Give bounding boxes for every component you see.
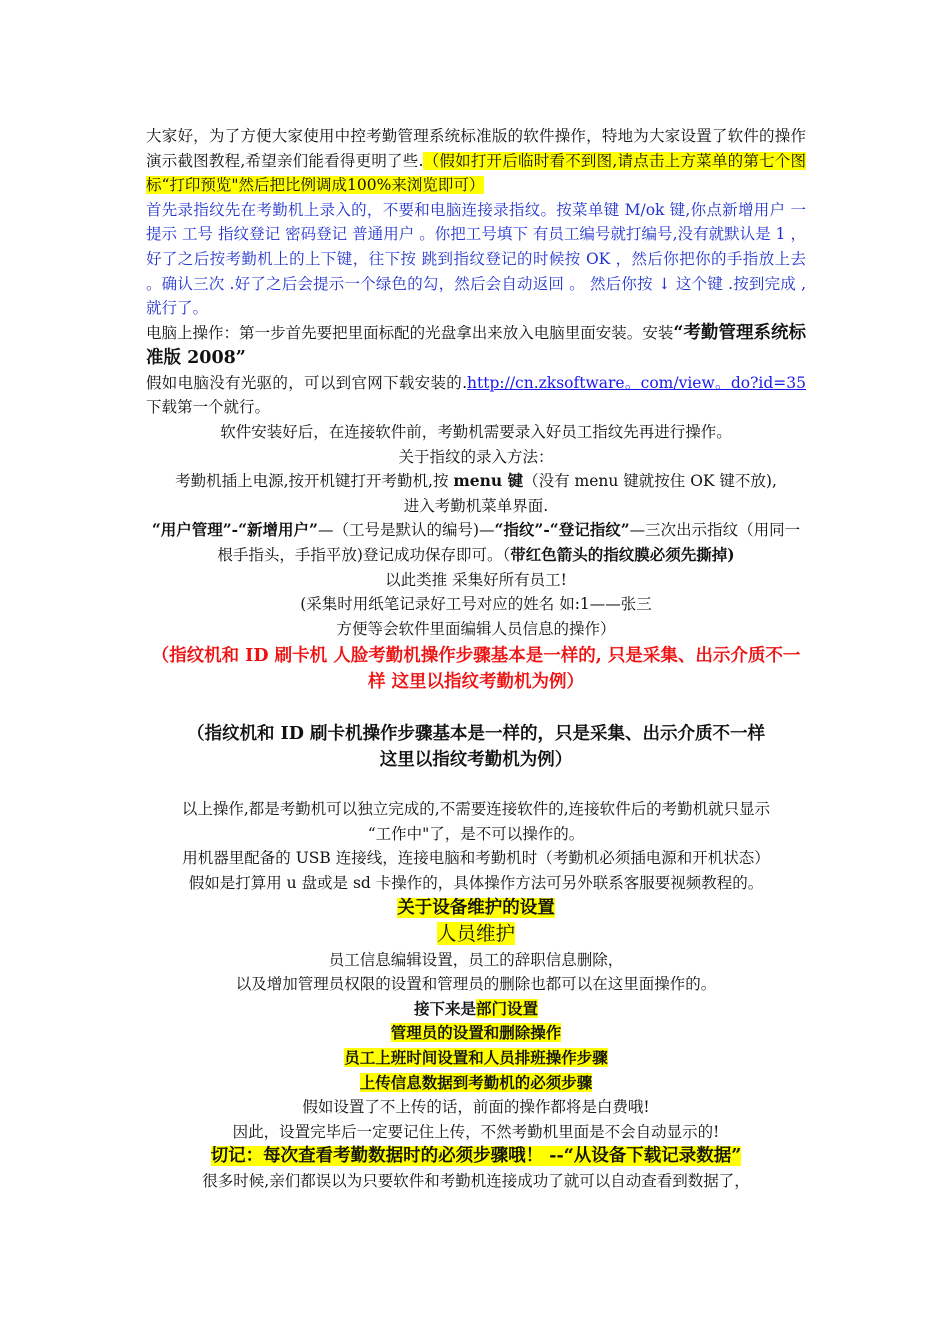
film-warning: 带红色箭头的指纹膜必须先撕掉) xyxy=(510,544,735,564)
schedule-label: 员工上班时间设置和人员排班操作步骤 xyxy=(344,1048,608,1068)
personnel-desc-1: 员工信息编辑设置，员工的辞职信息删除， xyxy=(328,950,624,969)
fingerprint-steps-paragraph: 首先录指纹先在考勤机上录入的，不要和电脑连接录指纹。按菜单键 M/ok 键,你点新增用户 一 提示 工号 指纹登记 密码登记 普通用户 。你把工号填下 有员工编号就打编号,没有就默认是 1 ，好了之后按考勤机上的上下键，往下按 跳到指纹登记的时候按 OK ，然后你把你的手指放上去 。确认三次 .好了之后会提示一个绿色的勾，然后会自动返回 。 然后你按 ↓ 这个键 .按到完成 ,就行了。 xyxy=(146,200,806,318)
intro-text: 大家好，为了方便大家使用中控考勤管理系统标准版的软件操作，特地为大家设置了软件的操作演示截图教程,希望亲们能看得更明了些. xyxy=(146,127,806,170)
admin-label: 管理员的设置和删除操作 xyxy=(390,1023,562,1043)
download-paragraph xyxy=(146,371,806,420)
red-heading: （指纹机和 ID 刷卡机 人脸考勤机操作步骤基本是一样的, 只是采集、出示介质不一样 这里以指纹考勤机为例） xyxy=(151,646,801,693)
admin-heading xyxy=(146,1021,806,1046)
remember-heading xyxy=(146,1144,806,1169)
power-on-text: 考勤机插上电源,按开机键打开考勤机,按 xyxy=(175,472,454,491)
register-fingerprint-path: “指纹”-“登记指纹” xyxy=(494,520,630,540)
software-name: “考勤管理系统标准版 2008” xyxy=(146,322,806,368)
usb-connection-note: 用机器里配备的 USB 连接线，连接电脑和考勤机时（考勤机必须插电源和开机状态） xyxy=(182,849,770,868)
pc-operation-text: 电脑上操作：第一步首先要把里面标配的光盘拿出来放入电脑里面安装。安装 xyxy=(146,323,674,342)
usb-disk-note: 假如是打算用 u 盘或是 sd 卡操作的，具体操作方法可另外联系客服要视频教程的。 xyxy=(188,874,764,893)
intro-paragraph xyxy=(146,124,806,198)
menu-key-note: （没有 menu 键就按住 OK 键不放), xyxy=(523,472,777,491)
menu-key-label: menu 键 xyxy=(453,471,524,491)
intro-highlight-note: （假如打开后临时看不到图,请点击上方菜单的第七个图标“打印预览"然后把比例调成100%来浏览即可） xyxy=(146,151,806,195)
offline-note-2: “工作中"了，是不可以操作的。 xyxy=(367,824,585,843)
personnel-label: 人员维护 xyxy=(436,921,515,945)
last-line: 很多时候,亲们都误以为只要软件和考勤机连接成功了就可以自动查看到数据了， xyxy=(202,1172,750,1191)
record-names-note: (采集时用纸笔记录好工号对应的姓名 如:1——张三 xyxy=(300,595,652,614)
upload-label: 上传信息数据到考勤机的必须步骤 xyxy=(359,1072,593,1092)
black-heading-line-2: 这里以指纹考勤机为例） xyxy=(379,750,573,771)
schedule-heading xyxy=(146,1046,806,1071)
fp-text-1: —（工号是默认的编号)— xyxy=(317,521,495,540)
upload-heading xyxy=(146,1071,806,1096)
pc-operation-paragraph xyxy=(146,321,806,371)
install-note: 软件安装好后，在连接软件前，考勤机需要录入好员工指纹先再进行操作。 xyxy=(220,422,732,441)
offline-note-1: 以上操作,都是考勤机可以独立完成的,不需要连接软件的,连接软件后的考勤机就只显示 xyxy=(181,800,771,819)
spacer xyxy=(146,695,806,721)
user-management-path: “用户管理”-“新增用户” xyxy=(151,520,318,540)
spacer xyxy=(146,773,806,797)
collect-all-note: 以此类推 采集好所有员工! xyxy=(385,570,567,589)
remember-label: 切记：每次查看考勤数据时的必须步骤哦！ --“从设备下载记录数据” xyxy=(210,1146,742,1167)
department-heading xyxy=(146,997,806,1022)
next-prefix: 接下来是 xyxy=(413,998,476,1018)
upload-desc-2: 因此，设置完毕后一定要记住上传，不然考勤机里面是不会自动显示的! xyxy=(232,1122,720,1141)
department-label: 部门设置 xyxy=(476,998,539,1018)
download-suffix: 下载第一个就行。 xyxy=(146,398,271,417)
download-link[interactable]: http://cn.zksoftware。com/view。do?id=35 xyxy=(467,373,806,392)
power-on-instruction xyxy=(146,469,806,494)
device-maintenance-heading xyxy=(146,896,806,920)
download-text: 假如电脑没有光驱的，可以到官网下载安装的. xyxy=(146,373,468,392)
personnel-desc-2: 以及增加管理员权限的设置和管理员的删除也都可以在这里面操作的。 xyxy=(235,975,717,994)
enter-menu-instruction: 进入考勤机菜单界面. xyxy=(403,496,549,515)
fingerprint-method-title: 关于指纹的录入方法： xyxy=(398,447,554,466)
upload-desc-1: 假如设置了不上传的话，前面的操作都将是白费哦! xyxy=(302,1098,650,1117)
document-page xyxy=(146,124,806,1194)
device-maintenance-label: 关于设备维护的设置 xyxy=(397,897,555,918)
black-heading-line-1: （指纹机和 ID 刷卡机操作步骤基本是一样的，只是采集、出示介质不一样 xyxy=(186,724,766,745)
fp-text-2: —三次出示指纹（用同一根手指头，手指平放)登记成功保存即可。（ xyxy=(217,521,801,564)
fingerprint-register-instruction xyxy=(146,518,806,567)
edit-info-note: 方便等会软件里面编辑人员信息的操作） xyxy=(336,619,616,638)
personnel-heading xyxy=(146,920,806,948)
